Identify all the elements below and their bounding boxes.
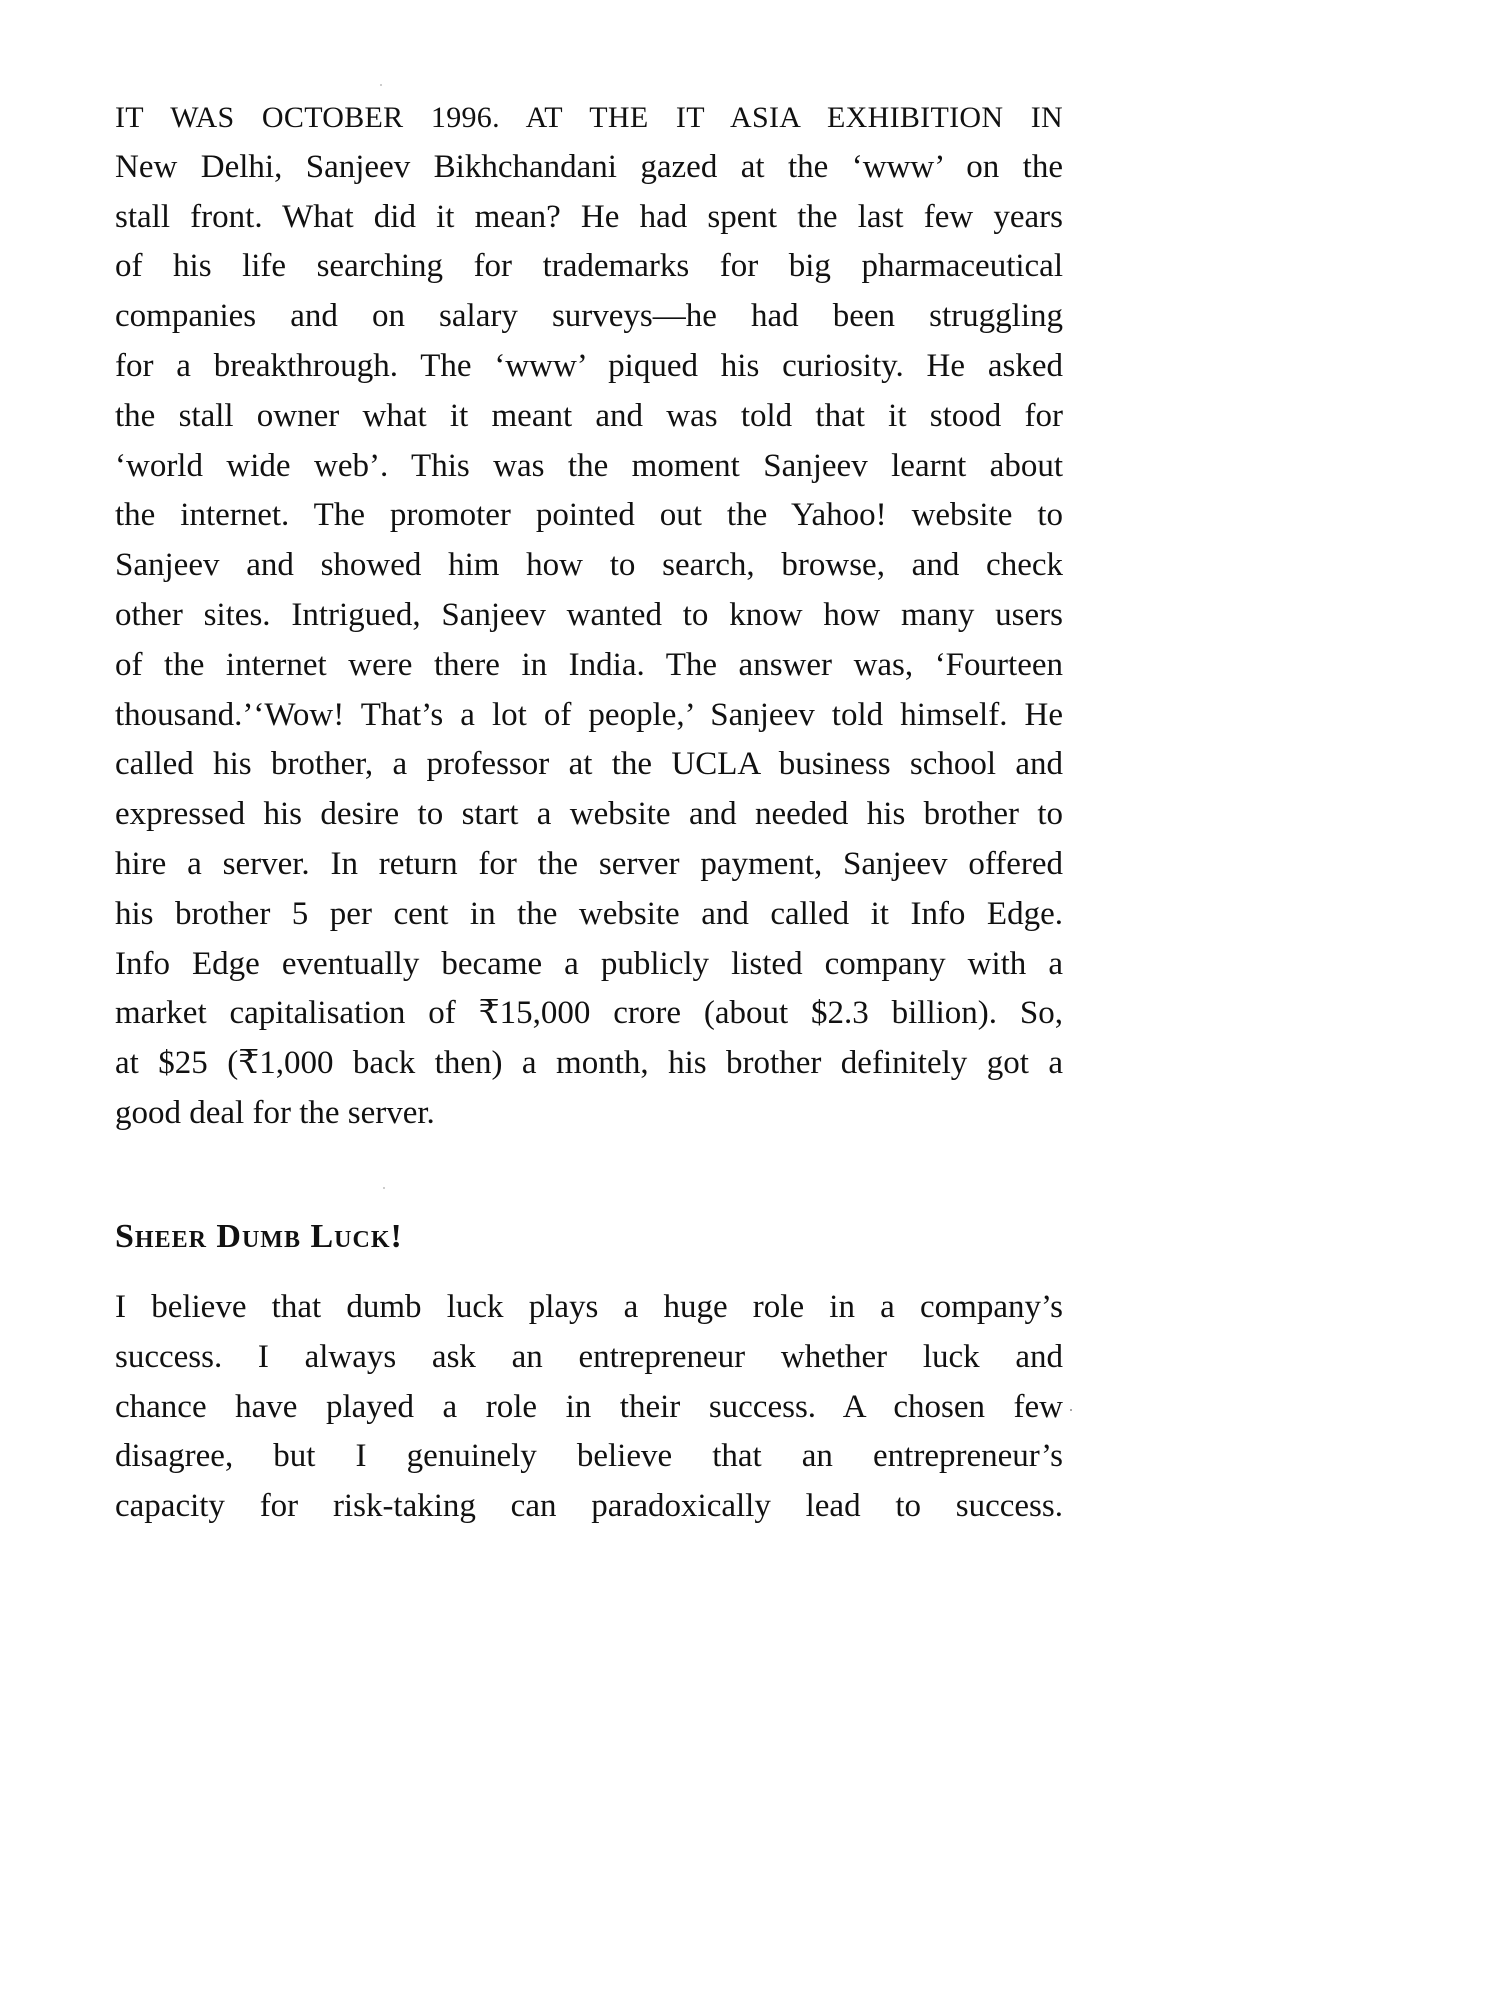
paragraph-line: of his life searching for trademarks for big pharmaceutical (115, 248, 1063, 285)
paragraph-line: Sanjeev and showed him how to search, browse, and check (115, 547, 1063, 584)
paragraph-line: the stall owner what it meant and was told that it stood for (115, 397, 1063, 434)
paragraph-line: companies and on salary surveys—he had been struggling (115, 298, 1063, 335)
paragraph-line: his brother 5 per cent in the website and called it Info Edge. (115, 895, 1063, 932)
section-heading: Sheer Dumb Luck! (115, 1218, 403, 1255)
opening-paragraph (115, 93, 1063, 1139)
luck-paragraph (115, 1283, 1063, 1532)
paragraph-line: success. I always ask an entrepreneur whether luck and (115, 1338, 1063, 1375)
paragraph-line: ‘world wide web’. This was the moment Sanjeev learnt about (115, 447, 1063, 484)
paragraph-line: disagree, but I genuinely believe that an entrepreneur’s (115, 1438, 1063, 1475)
paragraph-line: capacity for risk-taking can paradoxically lead to success. (115, 1488, 1063, 1525)
paragraph-line: of the internet were there in India. The answer was, ‘Fourteen (115, 646, 1063, 683)
paper-speck (383, 1187, 385, 1189)
paper-speck (1070, 1409, 1072, 1411)
paragraph-line: other sites. Intrigued, Sanjeev wanted to know how many users (115, 596, 1063, 633)
paragraph-line: hire a server. In return for the server payment, Sanjeev offered (115, 845, 1063, 882)
paragraph-line: good deal for the server. (115, 1094, 435, 1131)
paragraph-line: IT WAS OCTOBER 1996. AT THE IT ASIA EXHIBITION IN (115, 101, 1063, 134)
paragraph-line: the internet. The promoter pointed out the Yahoo! website to (115, 497, 1063, 534)
paragraph-line: Info Edge eventually became a publicly listed company with a (115, 945, 1063, 982)
paragraph-line: market capitalisation of ₹15,000 crore (about $2.3 billion). So, (115, 995, 1063, 1032)
paragraph-line: at $25 (₹1,000 back then) a month, his brother definitely got a (115, 1045, 1063, 1082)
paragraph-line: thousand.’‘Wow! That’s a lot of people,’ Sanjeev told himself. He (115, 696, 1063, 733)
paragraph-line: chance have played a role in their success. A chosen few (115, 1388, 1063, 1425)
paragraph-line: stall front. What did it mean? He had spent the last few years (115, 198, 1063, 235)
paper-speck (380, 84, 382, 86)
paragraph-line: I believe that dumb luck plays a huge role in a company’s (115, 1289, 1063, 1325)
paragraph-line: for a breakthrough. The ‘www’ piqued his curiosity. He asked (115, 347, 1063, 384)
paragraph-line: New Delhi, Sanjeev Bikhchandani gazed at the ‘www’ on the (115, 148, 1063, 185)
paragraph-line: called his brother, a professor at the UCLA business school and (115, 746, 1063, 783)
paragraph-line: expressed his desire to start a website and needed his brother to (115, 796, 1063, 833)
